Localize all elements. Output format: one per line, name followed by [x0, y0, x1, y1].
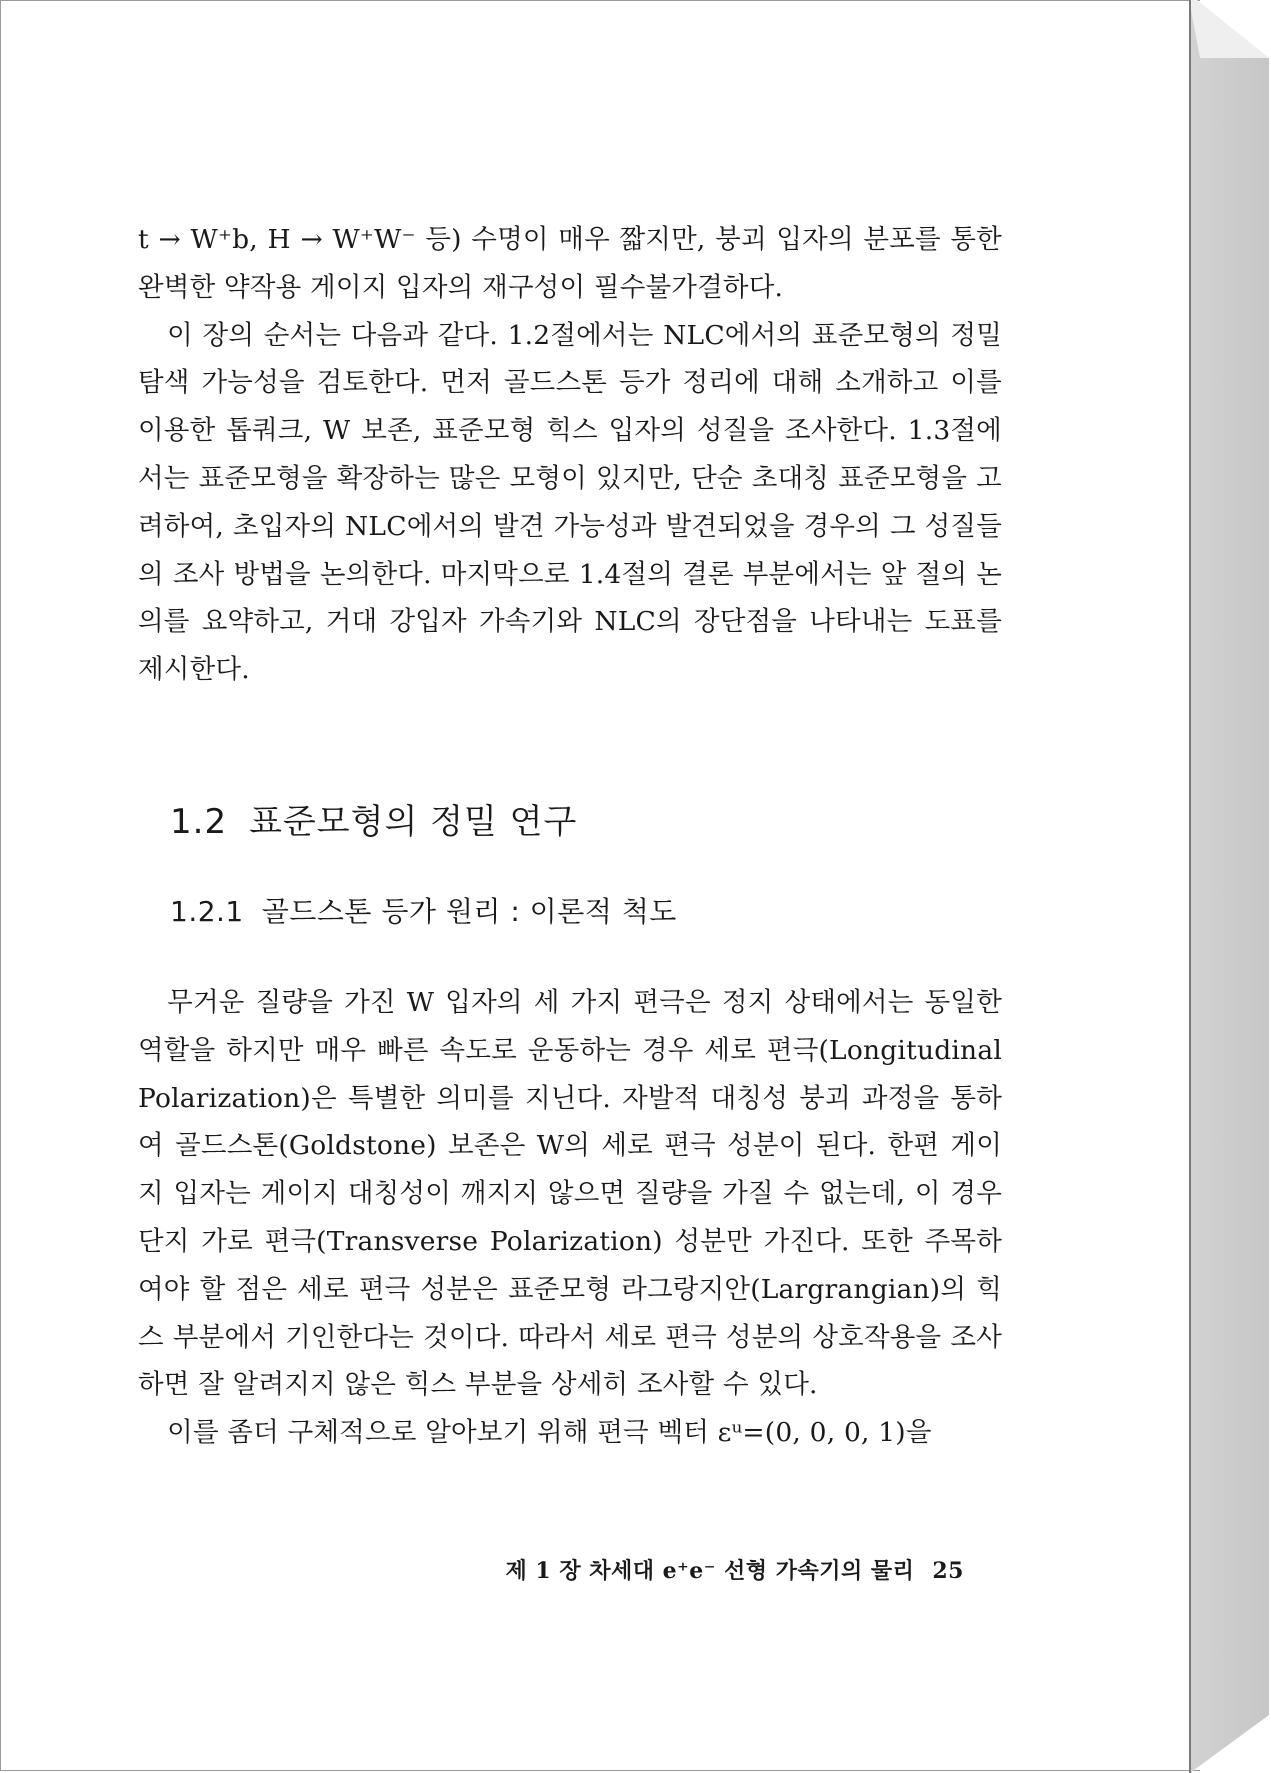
book-side-edge — [1190, 0, 1270, 1773]
subsection-title: 골드스톤 등가 원리 : 이론적 척도 — [261, 895, 677, 928]
subsection-number: 1.2.1 — [170, 895, 244, 928]
section-title: 표준모형의 정밀 연구 — [249, 802, 578, 842]
intro-paragraph: t → W⁺b, H → W⁺W⁻ 등) 수명이 매우 짧지만, 붕괴 입자의 분포를 통한 완벽한 약작용 게이지 입자의 재구성이 필수불가결하다. — [138, 224, 1002, 303]
running-footer — [505, 1554, 964, 1585]
intro-paragraph: 이 장의 순서는 다음과 같다. 1.2절에서는 NLC에서의 표준모형의 정밀 탐색 가능성을 검토한다. 먼저 골드스톤 등가 정리에 대해 소개하고 이를 이용한 톱쿼크, W 보존, 표준모형 힉스 입자의 성질을 조사한다. 1.3절에서는 표준모형을 확장하는 많은 모형이 있지만, 단순 초대칭 표준모형을 고려하여, 초입자의 NLC에서의 발견 가능성과 발견되었을 경우의 그 성질들의 조사 방법을 논의한다. 마지막으로 1.4절의 결론 부분에서는 앞 절의 논의를 요약하고, 거대 강입자 가속기와 NLC의 장단점을 나타내는 도표를 제시한다. — [138, 319, 1002, 686]
intro-text — [138, 216, 1002, 694]
body-text — [138, 979, 1002, 1457]
section-number: 1.2 — [170, 802, 228, 842]
subsection-heading — [170, 890, 677, 930]
footer-chapter-title: 제 1 장 차세대 e⁺e⁻ 선형 가속기의 물리 — [505, 1558, 915, 1584]
section-heading — [170, 794, 577, 843]
book-top-edge — [1189, 0, 1269, 58]
body-paragraph: 이를 좀더 구체적으로 알아보기 위해 편극 벡터 εᵘ=(0, 0, 0, 1)을 — [167, 1417, 932, 1449]
page-number: 25 — [932, 1558, 964, 1584]
page-edge-line — [1189, 0, 1191, 1773]
body-paragraph: 무거운 질량을 가진 W 입자의 세 가지 편극은 정지 상태에서는 동일한 역할을 하지만 매우 빠른 속도로 운동하는 경우 세로 편극(Longitudinal Polarization)은 특별한 의미를 지닌다. 자발적 대칭성 붕괴 과정을 통하여 골드스톤(Goldstone) 보존은 W의 세로 편극 성분이 된다. 한편 게이지 입자는 게이지 대칭성이 깨지지 않으면 질량을 가질 수 없는데, 이 경우 단지 가로 편극(Transverse Polarization) 성분만 가진다. 또한 주목하여야 할 점은 세로 편극 성분은 표준모형 라그랑지안(Largrangian)의 힉스 부분에서 기인한다는 것이다. 따라서 세로 편극 성분의 상호작용을 조사하면 잘 알려지지 않은 힉스 부분을 상세히 조사할 수 있다. — [138, 987, 1002, 1401]
